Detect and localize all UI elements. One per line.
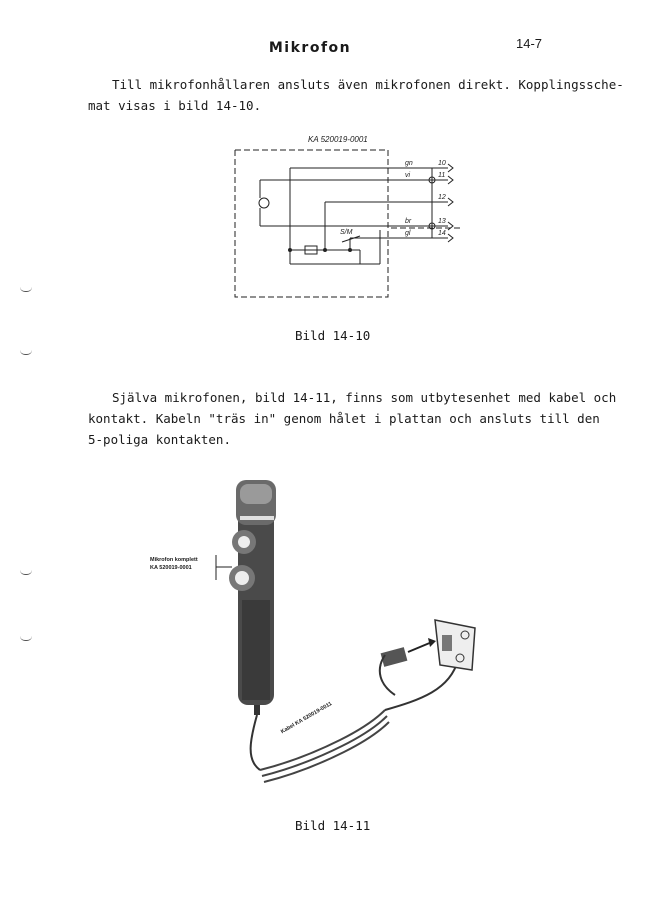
pin-label-13: 13 xyxy=(438,218,446,225)
wire-label-vi: vi xyxy=(405,172,411,179)
margin-mark xyxy=(20,287,32,292)
pin-label-11: 11 xyxy=(438,172,446,179)
paragraph-1-line-1: Till mikrofonhållaren ansluts även mikrofonen direkt. Kopplingssche- xyxy=(112,77,624,92)
microphone-label-line-2: KA 520019-0001 xyxy=(150,565,192,571)
paragraph-2-line-1: Själva mikrofonen, bild 14-11, finns som utbytesenhet med kabel och xyxy=(112,390,617,405)
microphone-label-line-1: Mikrofon komplett xyxy=(150,557,198,563)
figure-caption-14-11: Bild 14-11 xyxy=(295,818,371,833)
schematic-diagram xyxy=(220,130,470,305)
page-title: Mikrofon xyxy=(268,40,352,56)
margin-mark xyxy=(20,570,32,575)
paragraph-2 xyxy=(88,387,616,450)
schematic-part-number: KA 520019-0001 xyxy=(308,135,368,144)
microphone-photo xyxy=(150,470,490,800)
pin-label-14: 14 xyxy=(438,230,446,237)
paragraph-2-line-3: 5-poliga kontakten. xyxy=(88,432,231,447)
schematic-figure xyxy=(220,130,470,305)
microphone-illustration xyxy=(150,470,490,800)
pin-label-12: 12 xyxy=(438,194,446,201)
margin-mark xyxy=(20,636,32,641)
margin-mark xyxy=(20,350,32,355)
paragraph-2-line-2: kontakt. Kabeln "träs in" genom hålet i plattan och ansluts till den xyxy=(88,411,600,426)
microphone-label xyxy=(150,556,198,572)
cable-label: Kabel KA 520019-0011 xyxy=(280,701,334,736)
wire-label-br: br xyxy=(405,218,412,225)
wire-label-gl: gl xyxy=(405,230,411,237)
page-number: 14-7 xyxy=(516,36,543,51)
paragraph-1 xyxy=(88,74,624,116)
pin-label-10: 10 xyxy=(438,160,446,167)
wire-label-gn: gn xyxy=(405,160,413,167)
switch-label: S/M xyxy=(340,229,353,236)
figure-caption-14-10: Bild 14-10 xyxy=(295,328,371,343)
paragraph-1-line-2: mat visas i bild 14-10. xyxy=(88,98,262,113)
